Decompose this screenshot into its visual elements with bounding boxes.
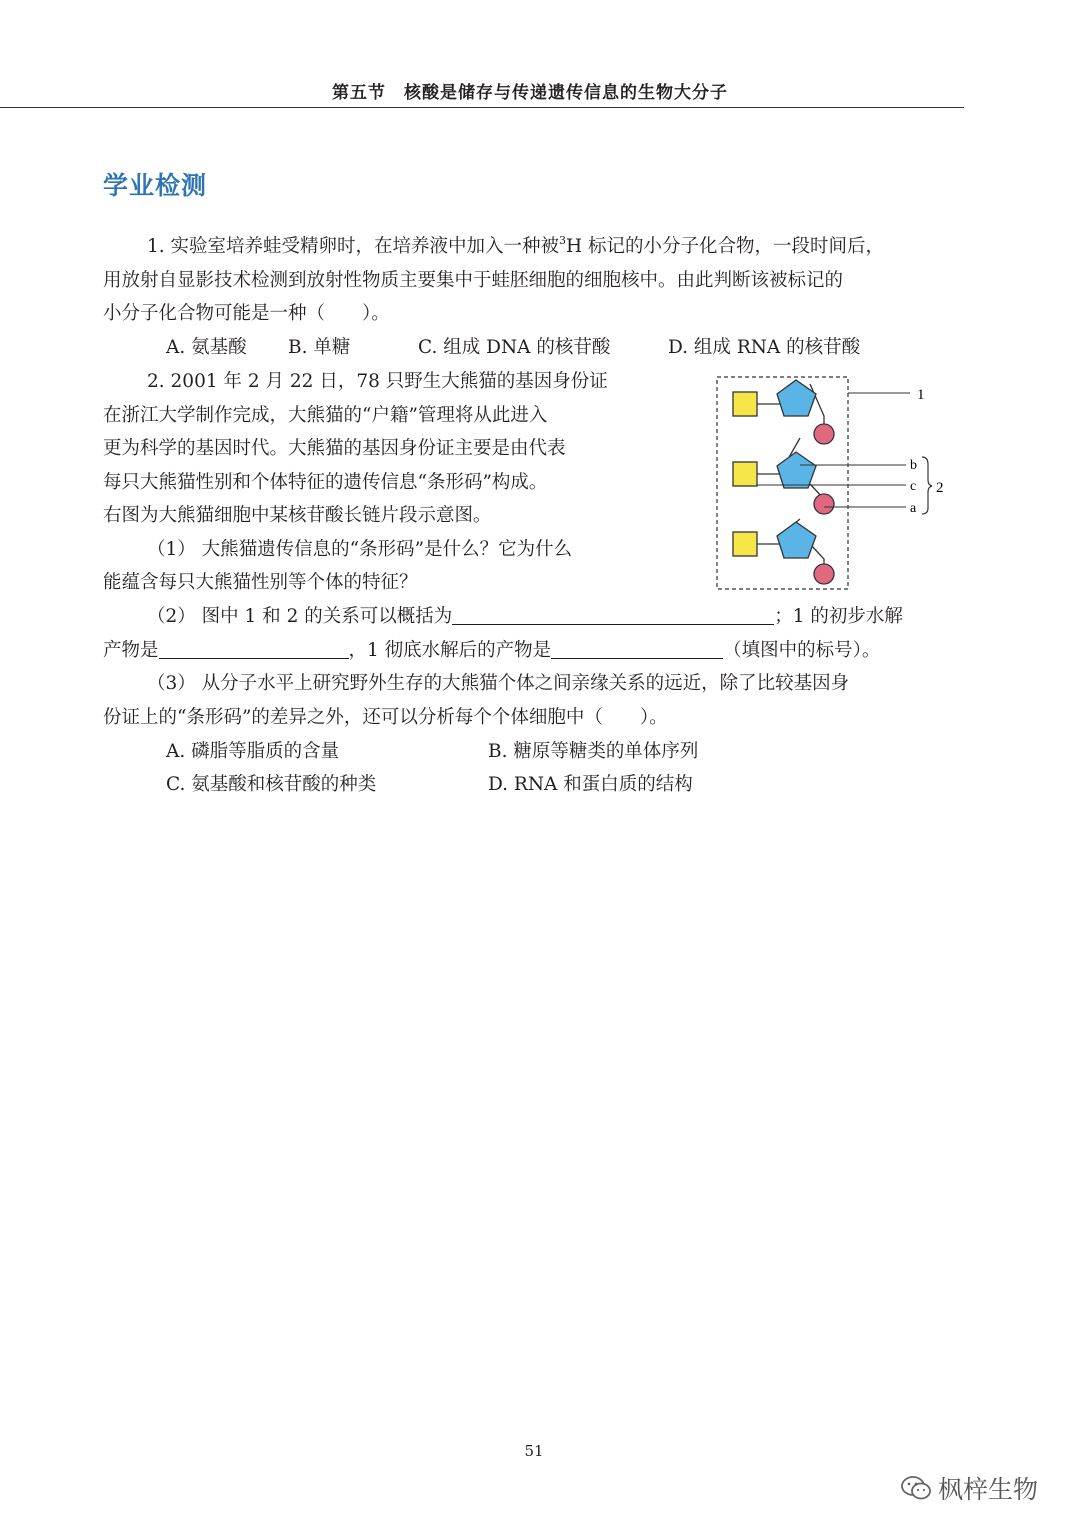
nucleotide-chain-diagram [700, 364, 960, 596]
q2-line-1: 2. 2001 年 2 月 22 日，78 只野生大熊猫的基因身份证 [147, 371, 608, 392]
q1-option-a: A. 氨基酸 [166, 337, 247, 358]
base-square [733, 392, 757, 416]
base-square [733, 532, 757, 556]
q1-line-1 [103, 230, 884, 264]
running-header [0, 78, 964, 108]
q2-option-b: B. 糖原等糖类的单体序列 [488, 741, 699, 762]
answer-blank-1[interactable] [452, 604, 774, 625]
phosphate-circle [814, 564, 834, 584]
q2-part2-text-b: ；1 的初步水解 [774, 606, 903, 627]
q2-line-2: 在浙江大学制作完成，大熊猫的“户籍”管理将从此进入 [103, 404, 548, 426]
q2-part1-line-1: （1） 大熊猫遗传信息的“条形码”是什么？它为什么 [147, 538, 573, 560]
q2-part2-line-2 [103, 634, 903, 668]
answer-blank-2[interactable] [159, 638, 349, 659]
phosphate-circle [814, 424, 834, 444]
q1-option-d: D. 组成 RNA 的核苷酸 [668, 337, 861, 358]
q2-part3-line-2: 份证上的“条形码”的差异之外，还可以分析每个个体细胞中（ ）。 [103, 706, 668, 728]
q2-option-d: D. RNA 和蛋白质的结构 [488, 774, 693, 795]
q1-line-1-text-b: H 标记的小分子化合物，一段时间后， [566, 236, 885, 257]
q1-line-2: 用放射自显影技术检测到放射性物质主要集中于蛙胚细胞的细胞核中。由此判断该被标记的 [103, 269, 844, 291]
q1-line-1-text-a: 1. 实验室培养蛙受精卵时，在培养液中加入一种被 [147, 236, 560, 257]
sugar-pentagon [777, 522, 816, 558]
phosphate-circle [814, 494, 834, 514]
q1-options [166, 331, 860, 364]
q2-option-a: A. 磷脂等脂质的含量 [166, 741, 340, 762]
q1-line-3: 小分子化合物可能是一种（ ）。 [103, 303, 390, 324]
superscript: 3 [559, 234, 567, 247]
q2-part2-text-a: （2） 图中 1 和 2 的关系可以概括为 [147, 606, 453, 627]
q2-part2-text-e: （填图中的标号）。 [723, 639, 881, 661]
sugar-pentagon [777, 452, 816, 488]
watermark-text: 枫梓生物 [938, 1475, 1039, 1504]
base-square [733, 462, 757, 486]
answer-blank-3[interactable] [551, 638, 723, 659]
brace [922, 457, 932, 514]
label-1: 1 [917, 387, 925, 403]
q2-part1-line-2: 能蕴含每只大熊猫性别等个体的特征？ [103, 572, 418, 593]
q1-option-c: C. 组成 DNA 的核苷酸 [418, 337, 611, 358]
q2-part2-line-1 [103, 600, 903, 634]
q2-line-5: 右图为大熊猫细胞中某核苷酸长链片段示意图。 [103, 505, 492, 526]
question-2-parts [103, 600, 903, 734]
q2-part2-text-d: ，1 彻底水解后的产物是 [348, 639, 552, 661]
wechat-icon [900, 1474, 932, 1502]
section-title: 学业检测 [103, 171, 208, 200]
label-b: b [910, 458, 917, 473]
q2-line-4: 每只大熊猫性别和个体特征的遗传信息“条形码”构成。 [103, 471, 548, 493]
page-number: 51 [524, 1442, 544, 1460]
question-1 [103, 230, 884, 331]
label-2: 2 [936, 480, 944, 496]
label-c: c [910, 479, 917, 494]
chapter-title: 第五节 核酸是储存与传递遗传信息的生物大分子 [332, 83, 728, 103]
label-a: a [910, 501, 917, 516]
q2-line-3: 更为科学的基因时代。大熊猫的基因身份证主要是由代表 [103, 438, 566, 459]
question-2 [103, 365, 608, 600]
q2-part3-line-1: （3） 从分子水平上研究野外生存的大熊猫个体之间亲缘关系的远近，除了比较基因身 [147, 673, 850, 694]
watermark [900, 1470, 1038, 1506]
q2-part2-text-c: 产物是 [103, 639, 159, 661]
q1-option-b: B. 单糖 [288, 337, 351, 358]
q2-option-c: C. 氨基酸和核苷酸的种类 [166, 774, 377, 795]
